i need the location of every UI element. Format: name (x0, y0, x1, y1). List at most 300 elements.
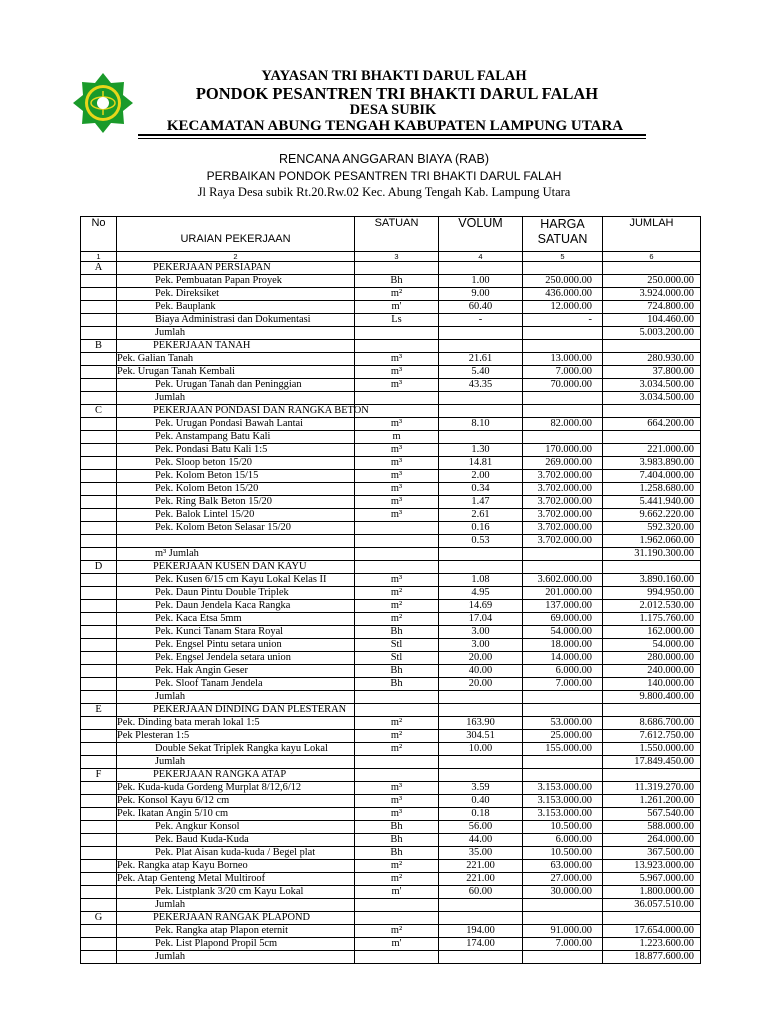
row-volum: - (439, 314, 523, 327)
header-uraian-label: URAIAN PEKERJAAN (180, 233, 291, 245)
row-uraian (117, 288, 355, 301)
empty-cell (355, 548, 439, 561)
empty-cell (523, 548, 603, 561)
table-row (81, 379, 701, 392)
row-harga: 3.153.000.00 (523, 782, 603, 795)
row-volum: 9.00 (439, 288, 523, 301)
empty-cell (523, 561, 603, 574)
section-total-row (81, 951, 701, 964)
row-jumlah: 104.460.00 (603, 314, 701, 327)
row-no (81, 795, 117, 808)
row-uraian (117, 353, 355, 366)
section-total-value: 31.190.300.00 (603, 548, 701, 561)
row-uraian-text: Pek. Rangka atap Plapon eternit (155, 925, 289, 936)
row-harga: 54.000.00 (523, 626, 603, 639)
col-num-2: 2 (117, 252, 355, 262)
empty-cell (523, 262, 603, 275)
section-no: E (81, 704, 117, 717)
row-harga: 14.000.00 (523, 652, 603, 665)
row-harga: 6.000.00 (523, 665, 603, 678)
table-row (81, 847, 701, 860)
row-volum: 14.81 (439, 457, 523, 470)
row-volum: 43.35 (439, 379, 523, 392)
row-no (81, 522, 117, 535)
row-harga: 250.000.00 (523, 275, 603, 288)
row-jumlah: 3.983.890.00 (603, 457, 701, 470)
row-no (81, 353, 117, 366)
row-uraian-text: Pek. Plat Aisan kuda-kuda / Begel plat (155, 847, 316, 858)
section-total-value: 36.057.510.00 (603, 899, 701, 912)
row-uraian-text: Pek. Direksiket (155, 288, 220, 299)
section-title-text: PEKERJAAN PONDASI DAN RANGKA BETON (153, 405, 369, 416)
table-row (81, 873, 701, 886)
section-title (117, 561, 355, 574)
row-jumlah: 1.258.680.00 (603, 483, 701, 496)
empty-cell (355, 327, 439, 340)
row-no (81, 548, 117, 561)
row-no (81, 756, 117, 769)
empty-cell (523, 392, 603, 405)
row-harga (523, 431, 603, 444)
row-satuan: Stl (355, 639, 439, 652)
row-volum: 14.69 (439, 600, 523, 613)
empty-cell (523, 327, 603, 340)
row-satuan: m³ (355, 509, 439, 522)
row-no (81, 431, 117, 444)
row-jumlah: 1.261.200.00 (603, 795, 701, 808)
row-uraian (117, 717, 355, 730)
row-uraian (117, 782, 355, 795)
empty-cell (439, 899, 523, 912)
section-total-label (117, 691, 355, 704)
header-line-4: KECAMATAN ABUNG TENGAH KABUPATEN LAMPUNG UTARA (166, 118, 624, 134)
row-uraian-text: Biaya Administrasi dan Dokumentasi (155, 314, 311, 325)
row-uraian (117, 873, 355, 886)
row-jumlah: 5.967.000.00 (603, 873, 701, 886)
row-no (81, 418, 117, 431)
row-satuan: m' (355, 301, 439, 314)
row-uraian-text: Pek. Kolom Beton 15/20 (155, 483, 259, 494)
row-uraian-text: Pek. Engsel Jendela setara union (155, 652, 291, 663)
row-uraian-text (119, 535, 155, 546)
row-uraian-text: Pek. Galian Tanah (117, 353, 194, 364)
row-harga: 13.000.00 (523, 353, 603, 366)
row-satuan: m³ (355, 444, 439, 457)
row-uraian-text: Pek Plesteran 1:5 (117, 730, 190, 741)
empty-cell (355, 899, 439, 912)
row-satuan: m³ (355, 379, 439, 392)
empty-cell (603, 262, 701, 275)
table-row (81, 782, 701, 795)
row-uraian (117, 925, 355, 938)
row-harga: 170.000.00 (523, 444, 603, 457)
row-no (81, 288, 117, 301)
section-total-label-text: Jumlah (155, 392, 186, 403)
row-satuan: m² (355, 743, 439, 756)
row-harga: 3.702.000.00 (523, 483, 603, 496)
table-row (81, 431, 701, 444)
section-title (117, 704, 355, 717)
row-no (81, 730, 117, 743)
row-no (81, 314, 117, 327)
row-no (81, 873, 117, 886)
table-row (81, 925, 701, 938)
section-total-row (81, 691, 701, 704)
row-satuan: Bh (355, 821, 439, 834)
row-satuan: m² (355, 925, 439, 938)
row-volum: 44.00 (439, 834, 523, 847)
row-uraian (117, 847, 355, 860)
row-harga: 155.000.00 (523, 743, 603, 756)
row-jumlah: 8.686.700.00 (603, 717, 701, 730)
empty-cell (439, 756, 523, 769)
row-uraian-text: Pek. Angkur Konsol (155, 821, 240, 832)
row-volum: 3.59 (439, 782, 523, 795)
section-total-label-text: m³ Jumlah (155, 548, 199, 559)
row-uraian-text: Pek. Urugan Pondasi Bawah Lantai (155, 418, 304, 429)
row-jumlah: 588.000.00 (603, 821, 701, 834)
row-satuan: m³ (355, 470, 439, 483)
row-uraian-text: Pek. Pembuatan Papan Proyek (155, 275, 282, 286)
empty-cell (523, 704, 603, 717)
row-volum: 0.34 (439, 483, 523, 496)
row-harga: 25.000.00 (523, 730, 603, 743)
empty-cell (439, 548, 523, 561)
row-satuan: m² (355, 860, 439, 873)
row-uraian-text: Pek. Listplank 3/20 cm Kayu Lokal (155, 886, 304, 897)
row-volum: 0.53 (439, 535, 523, 548)
row-jumlah: 367.500.00 (603, 847, 701, 860)
row-uraian-text: Pek. Sloof Tanam Jendela (155, 678, 263, 689)
row-uraian (117, 600, 355, 613)
row-jumlah: 7.612.750.00 (603, 730, 701, 743)
empty-cell (523, 405, 603, 418)
row-uraian (117, 678, 355, 691)
row-no (81, 925, 117, 938)
table-row (81, 353, 701, 366)
row-harga: 3.702.000.00 (523, 470, 603, 483)
table-row (81, 418, 701, 431)
empty-cell (439, 704, 523, 717)
empty-cell (355, 340, 439, 353)
row-uraian-text: Pek. Kolom Beton 15/15 (155, 470, 259, 481)
empty-cell (439, 262, 523, 275)
row-harga: 269.000.00 (523, 457, 603, 470)
row-jumlah: 9.662.220.00 (603, 509, 701, 522)
row-no (81, 275, 117, 288)
empty-cell (603, 704, 701, 717)
row-jumlah: 724.800.00 (603, 301, 701, 314)
row-uraian-text: Pek. Daun Jendela Kaca Rangka (155, 600, 291, 611)
empty-cell (523, 769, 603, 782)
table-row (81, 730, 701, 743)
row-no (81, 392, 117, 405)
table-row (81, 444, 701, 457)
row-uraian-text: Pek. Konsol Kayu 6/12 cm (117, 795, 230, 806)
header-volum: VOLUM (439, 217, 523, 252)
row-satuan: Bh (355, 626, 439, 639)
row-jumlah: 1.223.600.00 (603, 938, 701, 951)
section-no: D (81, 561, 117, 574)
row-satuan: Bh (355, 275, 439, 288)
section-total-value: 9.800.400.00 (603, 691, 701, 704)
row-no (81, 639, 117, 652)
row-harga: 27.000.00 (523, 873, 603, 886)
row-jumlah: 11.319.270.00 (603, 782, 701, 795)
row-jumlah: 221.000.00 (603, 444, 701, 457)
row-uraian (117, 275, 355, 288)
row-no (81, 470, 117, 483)
row-uraian-text: Pek. Kunci Tanam Stara Royal (155, 626, 284, 637)
row-uraian-text: Pek. Dinding bata merah lokal 1:5 (117, 717, 260, 728)
row-satuan: m² (355, 288, 439, 301)
row-uraian (117, 483, 355, 496)
empty-cell (439, 561, 523, 574)
row-uraian (117, 613, 355, 626)
letterhead (0, 64, 768, 140)
row-satuan: m³ (355, 353, 439, 366)
table-row (81, 743, 701, 756)
section-header-row (81, 561, 701, 574)
table-row (81, 886, 701, 899)
empty-cell (603, 340, 701, 353)
row-jumlah: 664.200.00 (603, 418, 701, 431)
empty-cell (355, 756, 439, 769)
row-uraian (117, 379, 355, 392)
row-volum: 20.00 (439, 678, 523, 691)
row-no (81, 587, 117, 600)
row-harga: 3.702.000.00 (523, 522, 603, 535)
row-volum: 2.00 (439, 470, 523, 483)
row-no (81, 860, 117, 873)
section-total-label-text: Jumlah (155, 899, 186, 910)
row-uraian-text: Pek. Pondasi Batu Kali 1:5 (155, 444, 268, 455)
row-no (81, 535, 117, 548)
row-volum: 221.00 (439, 873, 523, 886)
empty-cell (355, 951, 439, 964)
section-total-label (117, 756, 355, 769)
row-harga: 3.153.000.00 (523, 795, 603, 808)
row-harga: 6.000.00 (523, 834, 603, 847)
row-uraian (117, 470, 355, 483)
empty-cell (439, 327, 523, 340)
row-uraian-text: Pek. Kolom Beton Selasar 15/20 (155, 522, 291, 533)
section-title-text: PEKERJAAN RANGKA ATAP (153, 769, 287, 780)
section-total-label-text: Jumlah (155, 327, 186, 338)
section-header-row (81, 704, 701, 717)
section-total-label-text: Jumlah (155, 756, 186, 767)
empty-cell (439, 691, 523, 704)
row-jumlah: 1.800.000.00 (603, 886, 701, 899)
row-uraian (117, 808, 355, 821)
row-jumlah: 54.000.00 (603, 639, 701, 652)
row-uraian (117, 366, 355, 379)
row-jumlah: 1.550.000.00 (603, 743, 701, 756)
empty-cell (523, 951, 603, 964)
row-uraian-text: Pek. Sloop beton 15/20 (155, 457, 252, 468)
row-satuan: Bh (355, 834, 439, 847)
empty-cell (603, 912, 701, 925)
row-no (81, 847, 117, 860)
row-volum: 40.00 (439, 665, 523, 678)
table-row (81, 665, 701, 678)
row-volum: 194.00 (439, 925, 523, 938)
table-row (81, 470, 701, 483)
row-satuan: m² (355, 873, 439, 886)
table-row (81, 834, 701, 847)
row-satuan: m² (355, 730, 439, 743)
table-row (81, 938, 701, 951)
row-harga: 91.000.00 (523, 925, 603, 938)
row-uraian (117, 587, 355, 600)
row-no (81, 509, 117, 522)
table-row (81, 717, 701, 730)
row-jumlah: 37.800.00 (603, 366, 701, 379)
section-total-row (81, 327, 701, 340)
row-volum: 1.08 (439, 574, 523, 587)
section-total-value: 18.877.600.00 (603, 951, 701, 964)
row-harga: 7.000.00 (523, 366, 603, 379)
col-num-5: 5 (523, 252, 603, 262)
row-volum: 60.40 (439, 301, 523, 314)
column-number-row (81, 252, 701, 262)
table-row (81, 288, 701, 301)
table-row (81, 795, 701, 808)
row-volum: 221.00 (439, 860, 523, 873)
row-satuan: m³ (355, 457, 439, 470)
row-satuan: Ls (355, 314, 439, 327)
row-uraian (117, 626, 355, 639)
row-harga: 18.000.00 (523, 639, 603, 652)
table-row (81, 522, 701, 535)
row-no (81, 444, 117, 457)
row-jumlah: 240.000.00 (603, 665, 701, 678)
empty-cell (523, 899, 603, 912)
row-jumlah: 567.540.00 (603, 808, 701, 821)
section-total-label (117, 951, 355, 964)
row-satuan: m² (355, 717, 439, 730)
row-satuan: m² (355, 600, 439, 613)
empty-cell (439, 769, 523, 782)
header-line-3: DESA SUBIK (349, 102, 437, 118)
row-satuan: m³ (355, 418, 439, 431)
row-volum: 3.00 (439, 626, 523, 639)
row-uraian (117, 444, 355, 457)
section-header-row (81, 340, 701, 353)
table-row (81, 574, 701, 587)
row-volum: 17.04 (439, 613, 523, 626)
table-row (81, 600, 701, 613)
row-uraian-text: Pek. Rangka atap Kayu Borneo (117, 860, 248, 871)
row-volum: 20.00 (439, 652, 523, 665)
row-jumlah: 250.000.00 (603, 275, 701, 288)
row-no (81, 457, 117, 470)
row-volum: 2.61 (439, 509, 523, 522)
row-satuan: m³ (355, 795, 439, 808)
section-title (117, 405, 369, 418)
row-jumlah: 3.924.000.00 (603, 288, 701, 301)
row-volum: 304.51 (439, 730, 523, 743)
table-row (81, 366, 701, 379)
row-satuan: m' (355, 886, 439, 899)
row-volum: 0.40 (439, 795, 523, 808)
empty-cell (355, 691, 439, 704)
header-satuan: SATUAN (355, 217, 439, 252)
section-total-value: 17.849.450.00 (603, 756, 701, 769)
row-volum: 35.00 (439, 847, 523, 860)
row-no (81, 717, 117, 730)
empty-cell (523, 912, 603, 925)
row-jumlah: 17.654.000.00 (603, 925, 701, 938)
row-uraian (117, 431, 355, 444)
row-uraian-text: Pek. Kuda-kuda Gordeng Murplat 8/12,6/12 (117, 782, 302, 793)
table-row (81, 808, 701, 821)
row-no (81, 483, 117, 496)
row-uraian-text: Pek. Hak Angin Geser (155, 665, 248, 676)
section-total-value: 5.003.200.00 (603, 327, 701, 340)
empty-cell (439, 405, 523, 418)
row-uraian-text: Pek. Atap Genteng Metal Multiroof (117, 873, 266, 884)
row-uraian-text: Pek. Anstampang Batu Kali (155, 431, 271, 442)
table-row (81, 483, 701, 496)
section-no: A (81, 262, 117, 275)
row-jumlah: 3.034.500.00 (603, 379, 701, 392)
header-line-2: PONDOK PESANTREN TRI BHAKTI DARUL FALAH (195, 84, 599, 103)
row-no (81, 834, 117, 847)
row-uraian-text: Pek. Ring Balk Beton 15/20 (155, 496, 272, 507)
doc-title: RENCANA ANGGARAN BIAYA (RAB) (278, 152, 489, 166)
row-uraian (117, 301, 355, 314)
row-uraian-text: Pek. Daun Pintu Double Triplek (155, 587, 289, 598)
section-total-label (117, 548, 355, 561)
row-harga: 10.500.00 (523, 847, 603, 860)
row-harga: 70.000.00 (523, 379, 603, 392)
empty-cell (439, 392, 523, 405)
row-uraian (117, 938, 355, 951)
section-total-row (81, 392, 701, 405)
row-uraian-text: Pek. Ikatan Angin 5/10 cm (117, 808, 229, 819)
section-header-row (81, 912, 701, 925)
header-jumlah: JUMLAH (603, 217, 701, 252)
row-no (81, 808, 117, 821)
section-no: B (81, 340, 117, 353)
row-volum: 174.00 (439, 938, 523, 951)
row-jumlah: 140.000.00 (603, 678, 701, 691)
row-volum: 163.90 (439, 717, 523, 730)
header-rule (138, 134, 646, 136)
row-uraian (117, 795, 355, 808)
row-uraian-text: Pek. Urugan Tanah Kembali (117, 366, 235, 377)
table-row (81, 587, 701, 600)
row-satuan (355, 535, 439, 548)
row-jumlah: 592.320.00 (603, 522, 701, 535)
row-uraian-text: Pek. Balok Lintel 15/20 (155, 509, 255, 520)
table-row (81, 613, 701, 626)
row-harga: 3.702.000.00 (523, 496, 603, 509)
section-title-text: PEKERJAAN KUSEN DAN KAYU (153, 561, 307, 572)
row-uraian (117, 574, 355, 587)
table-row (81, 496, 701, 509)
row-jumlah: 5.441.940.00 (603, 496, 701, 509)
doc-subtitle: PERBAIKAN PONDOK PESANTREN TRI BHAKTI DARUL FALAH (206, 169, 562, 183)
empty-cell (603, 769, 701, 782)
section-header-row (81, 769, 701, 782)
row-volum: 60.00 (439, 886, 523, 899)
row-no (81, 574, 117, 587)
row-satuan: m³ (355, 496, 439, 509)
header-line-1: YAYASAN TRI BHAKTI DARUL FALAH (261, 68, 527, 84)
section-title-text: PEKERJAAN DINDING DAN PLESTERAN (153, 704, 347, 715)
